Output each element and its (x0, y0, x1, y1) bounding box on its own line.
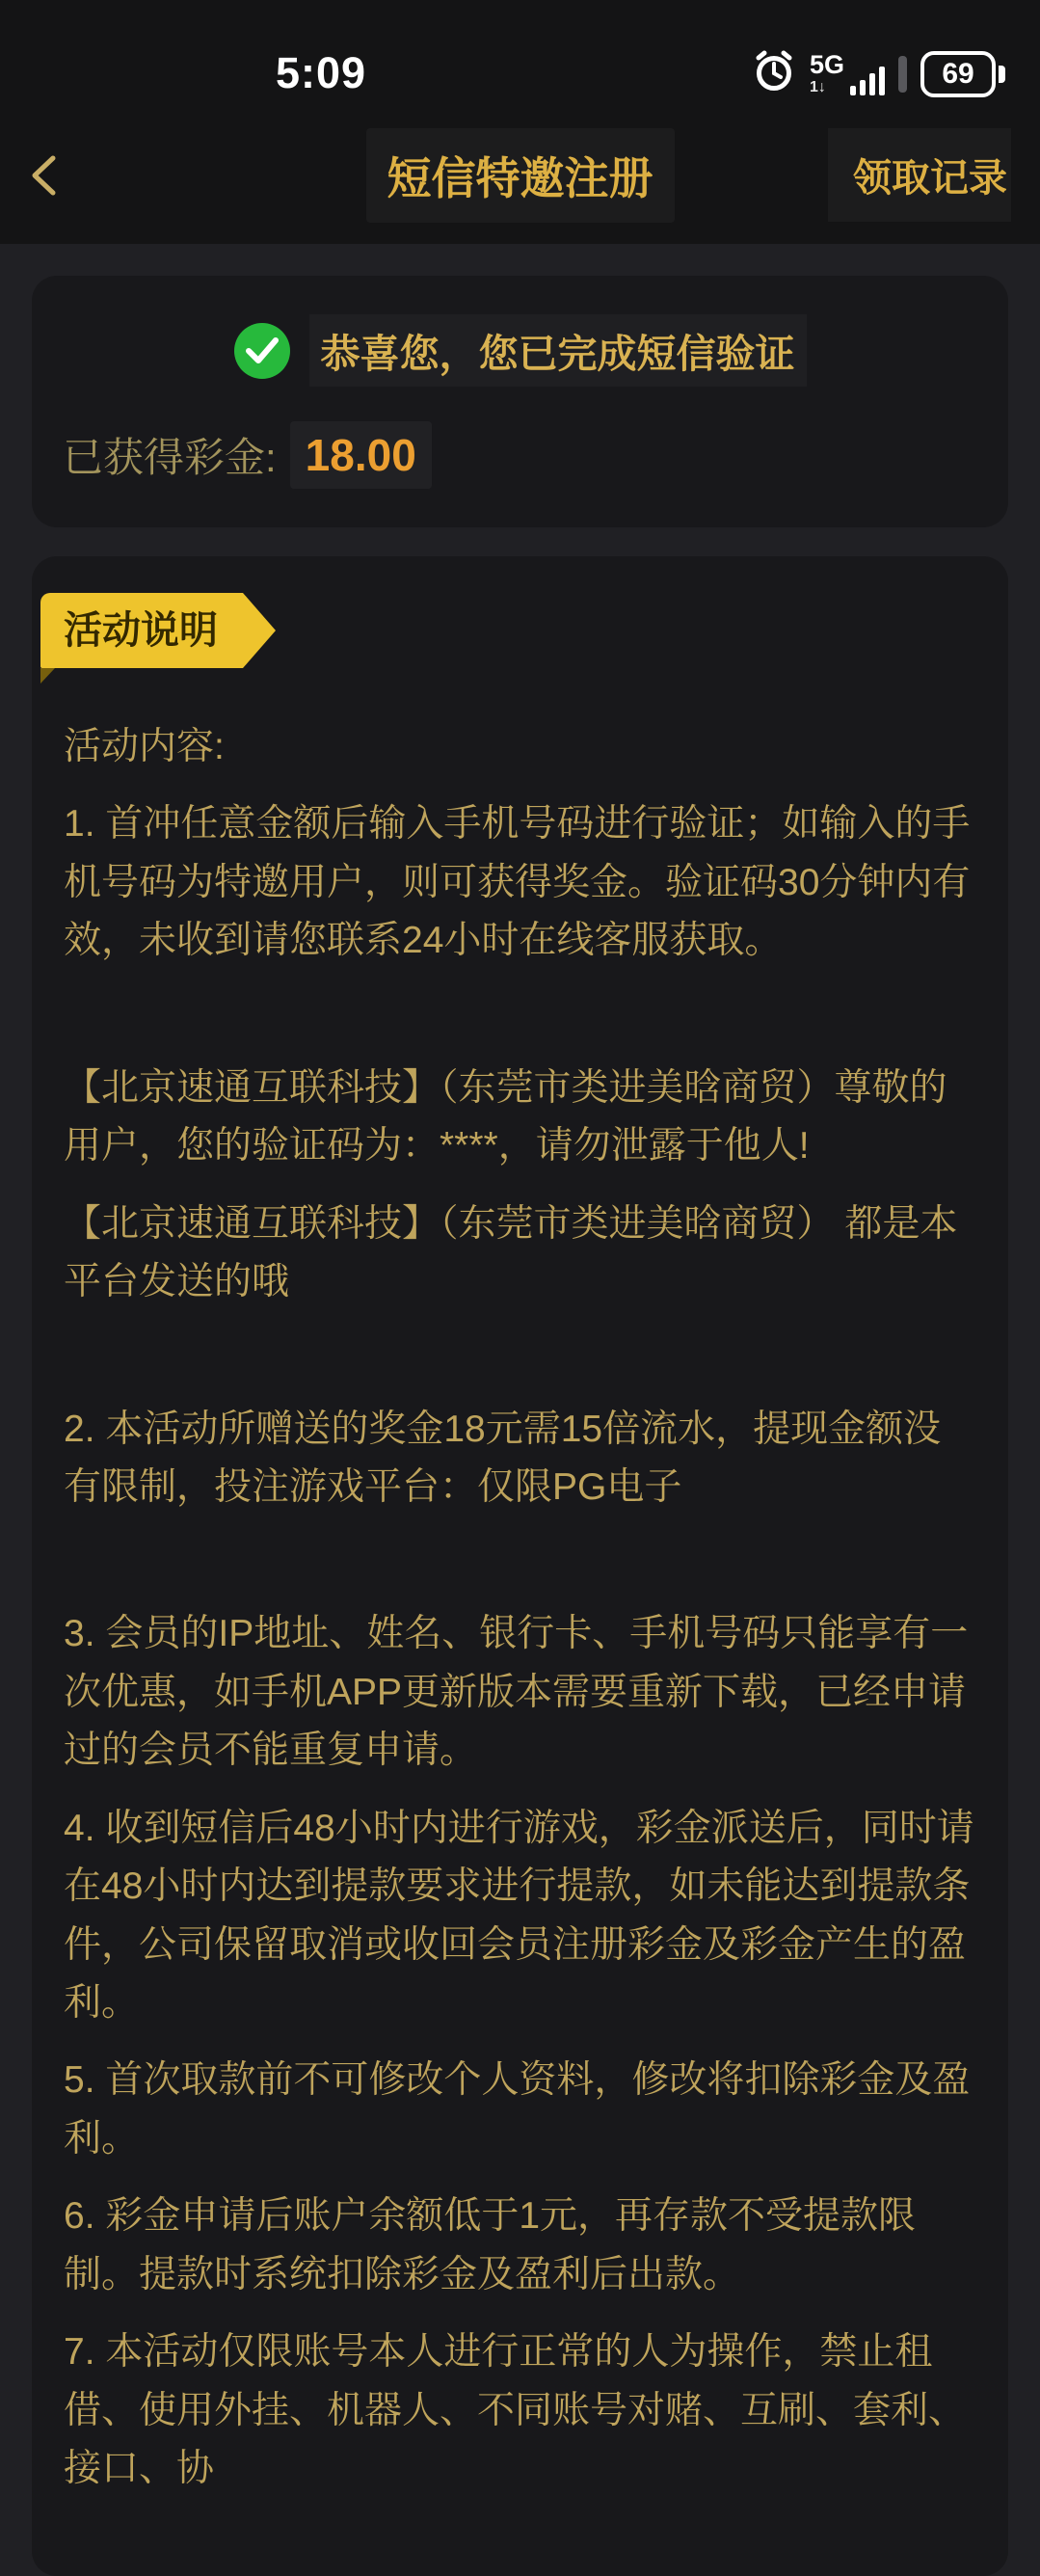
check-circle-icon (234, 323, 290, 379)
success-row (61, 314, 979, 387)
alarm-icon (752, 49, 796, 98)
network-type-label: 5G (809, 50, 844, 79)
page-title: 短信特邀注册 (366, 128, 675, 223)
ribbon-fold (40, 668, 55, 684)
signal-bars-icon (850, 63, 885, 95)
activity-tag-label: 活动说明 (64, 609, 218, 652)
network-sub-label: 1↓ (809, 79, 826, 95)
cellular-signal-icon (810, 52, 885, 95)
page-content (0, 244, 1040, 2576)
claim-records-button[interactable]: 领取记录 (828, 128, 1011, 222)
activity-description-card (32, 556, 1008, 2576)
clock-time: 5:09 (276, 48, 367, 97)
ribbon-point (243, 593, 276, 668)
battery-percent: 69 (920, 51, 996, 97)
back-button[interactable] (29, 154, 87, 197)
activity-tag-ribbon (40, 593, 243, 668)
bonus-label: 已获得彩金: (63, 435, 277, 480)
activity-paragraph: 7. 本活动仅限账号本人进行正常的人为操作，禁止租借、使用外挂、机器人、不同账号对赌、互刷、套利、接口、协 (64, 2331, 967, 2490)
activity-rules-text (55, 718, 981, 2499)
activity-paragraph: 1. 首冲任意金额后输入手机号码进行验证；如输入的手机号码为特邀用户，则可获得奖金。验证码30分钟内有效，未收到请您联系24小时在线客服获取。 (64, 803, 971, 962)
sim2-signal-icon (898, 56, 907, 93)
activity-paragraph: 【北京速通互联科技】（东莞市类进美晗商贸） 都是本平台发送的哦 (64, 1202, 958, 1303)
battery-icon (920, 51, 1005, 97)
status-icons (752, 49, 1005, 98)
activity-paragraph: 5. 首次取款前不可修改个人资料，修改将扣除彩金及盈利。 (64, 2059, 971, 2160)
activity-paragraph: 3. 会员的IP地址、姓名、银行卡、手机号码只能享有一次优惠，如手机APP更新版本需要重新下载，已经申请过的会员不能重复申请。 (64, 1613, 969, 1772)
activity-paragraph: 活动内容: (64, 726, 225, 767)
chevron-left-icon (29, 154, 58, 197)
activity-paragraph: 2. 本活动所赠送的奖金18元需15倍流水，提现金额没有限制，投注游戏平台：仅限PG电子 (64, 1408, 942, 1508)
status-bar (0, 0, 1040, 106)
activity-paragraph: 6. 彩金申请后账户余额低于1元，再存款不受提款限制。提款时系统扣除彩金及盈利后出款。 (64, 2195, 917, 2295)
verification-success-card (32, 276, 1008, 527)
activity-paragraph: 4. 收到短信后48小时内进行游戏，彩金派送后，同时请在48小时内达到提款要求进行提款，如未能达到提款条件，公司保留取消或收回会员注册彩金及彩金产生的盈利。 (64, 1807, 974, 2024)
nav-bar (0, 106, 1040, 244)
top-bar (0, 0, 1040, 244)
battery-nub (999, 66, 1005, 83)
bonus-row (61, 421, 979, 489)
bonus-amount: 18.00 (290, 421, 432, 489)
activity-paragraph: 【北京速通互联科技】（东莞市类进美晗商贸）尊敬的用户，您的验证码为：****，请勿泄露于他人! (64, 1066, 947, 1167)
success-message: 恭喜您，您已完成短信验证 (309, 314, 807, 387)
